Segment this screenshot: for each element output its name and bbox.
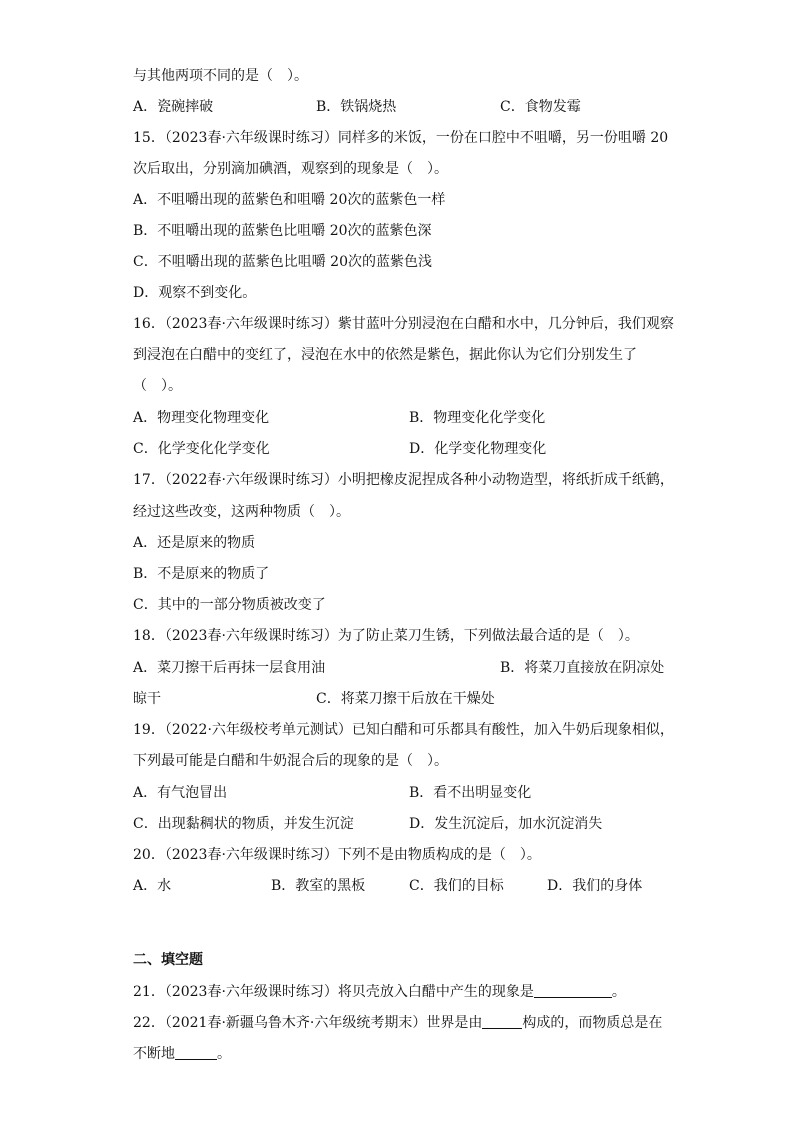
q16-stem-line1: 16．（2023春·六年级课时练习）紫甘蓝叶分别浸泡在白醋和水中，几分钟后，我们观察: [133, 316, 674, 332]
q15-stem-line1: 15．（2023春·六年级课时练习）同样多的米饭，一份在口腔中不咀嚼，另一份咀嚼 20: [133, 130, 669, 146]
q19-option-d[interactable]: D．发生沉淀后，加水沉淀消失: [409, 816, 603, 832]
q16-stem-line3: （ ）。: [133, 378, 182, 394]
q21-line: [133, 982, 626, 1002]
q20-option-a[interactable]: A．水: [133, 878, 172, 894]
q22-line1: [133, 1013, 662, 1033]
q22-answer-blank-1[interactable]: [482, 1014, 522, 1029]
q22-line2: [133, 1044, 231, 1064]
q19-option-c[interactable]: C．出现黏稠状的物质，并发生沉淀: [133, 816, 354, 832]
q14-stem-tail: 与其他两项不同的是（ ）。: [133, 68, 308, 84]
q19-stem-line1: 19．（2022·六年级校考单元测试）已知白醋和可乐都具有酸性，加入牛奶后现象相似，: [133, 722, 674, 738]
q17-stem-line1: 17．（2022春·六年级课时练习）小明把橡皮泥捏成各种小动物造型，将纸折成千纸鹤，: [133, 472, 674, 488]
q20-stem: 20．（2023春·六年级课时练习）下列不是由物质构成的是（ ）。: [133, 847, 541, 863]
q20-option-b[interactable]: B．教室的黑板: [271, 878, 366, 894]
q16-option-a[interactable]: A．物理变化物理变化: [133, 410, 270, 426]
q16-stem-line2: 到浸泡在白醋中的变红了，浸泡在水中的依然是紫色，据此你认为它们分别发生了: [133, 347, 637, 363]
q16-option-d[interactable]: D．化学变化物理变化: [409, 441, 547, 457]
q18-option-b-continued[interactable]: 晾干: [133, 691, 161, 707]
q15-option-a[interactable]: A．不咀嚼出现的蓝紫色和咀嚼 20次的蓝紫色一样: [133, 192, 446, 208]
q15-option-b[interactable]: B．不咀嚼出现的蓝紫色比咀嚼 20次的蓝紫色深: [133, 223, 432, 239]
q21-text-after: 。: [611, 984, 626, 1000]
q20-option-c[interactable]: C．我们的目标: [409, 878, 504, 894]
q22-text-before: 22．（2021春·新疆乌鲁木齐·六年级统考期末）世界是由: [133, 1015, 483, 1031]
q16-option-b[interactable]: B．物理变化化学变化: [409, 410, 546, 426]
q18-stem: 18．（2023春·六年级课时练习）为了防止菜刀生锈，下列做法最合适的是（ ）。: [133, 628, 639, 644]
q19-option-b[interactable]: B．看不出明显变化: [409, 785, 532, 801]
q21-text-before: 21．（2023春·六年级课时练习）将贝壳放入白醋中产生的现象是: [133, 984, 534, 1000]
q20-option-d[interactable]: D．我们的身体: [547, 878, 643, 894]
q15-stem-line2: 次后取出，分别滴加碘酒，观察到的现象是（ ）。: [133, 161, 448, 177]
q17-option-a[interactable]: A．还是原来的物质: [133, 535, 256, 551]
q18-option-b[interactable]: B．将菜刀直接放在阴凉处: [500, 660, 665, 676]
q14-option-c[interactable]: C．食物发霉: [500, 99, 581, 115]
q22-answer-blank-2[interactable]: [175, 1045, 217, 1060]
q18-option-c[interactable]: C．将菜刀擦干后放在干燥处: [316, 691, 495, 707]
q22-text-line2-before: 不断地: [133, 1046, 175, 1062]
q16-option-c[interactable]: C．化学变化化学变化: [133, 441, 270, 457]
q22-text-middle: 构成的，而物质总是在: [522, 1015, 663, 1031]
q19-option-a[interactable]: A．有气泡冒出: [133, 785, 228, 801]
q14-option-a[interactable]: A．瓷碗摔破: [133, 99, 214, 115]
q17-stem-line2: 经过这些改变，这两种物质（ ）。: [133, 504, 350, 520]
q15-option-c[interactable]: C．不咀嚼出现的蓝紫色比咀嚼 20次的蓝紫色浅: [133, 254, 432, 270]
section-title-fill-in: 二、填空题: [133, 952, 203, 968]
q19-stem-line2: 下列最可能是白醋和牛奶混合后的现象的是（ ）。: [133, 753, 448, 769]
q17-option-c[interactable]: C．其中的一部分物质被改变了: [133, 597, 326, 613]
q14-option-b[interactable]: B．铁锅烧热: [316, 99, 397, 115]
q21-answer-blank[interactable]: [534, 983, 612, 998]
q17-option-b[interactable]: B．不是原来的物质了: [133, 566, 270, 582]
q15-option-d[interactable]: D．观察不到变化。: [133, 285, 257, 301]
q22-text-line2-after: 。: [217, 1046, 231, 1062]
q18-option-a[interactable]: A．菜刀擦干后再抹一层食用油: [133, 660, 326, 676]
